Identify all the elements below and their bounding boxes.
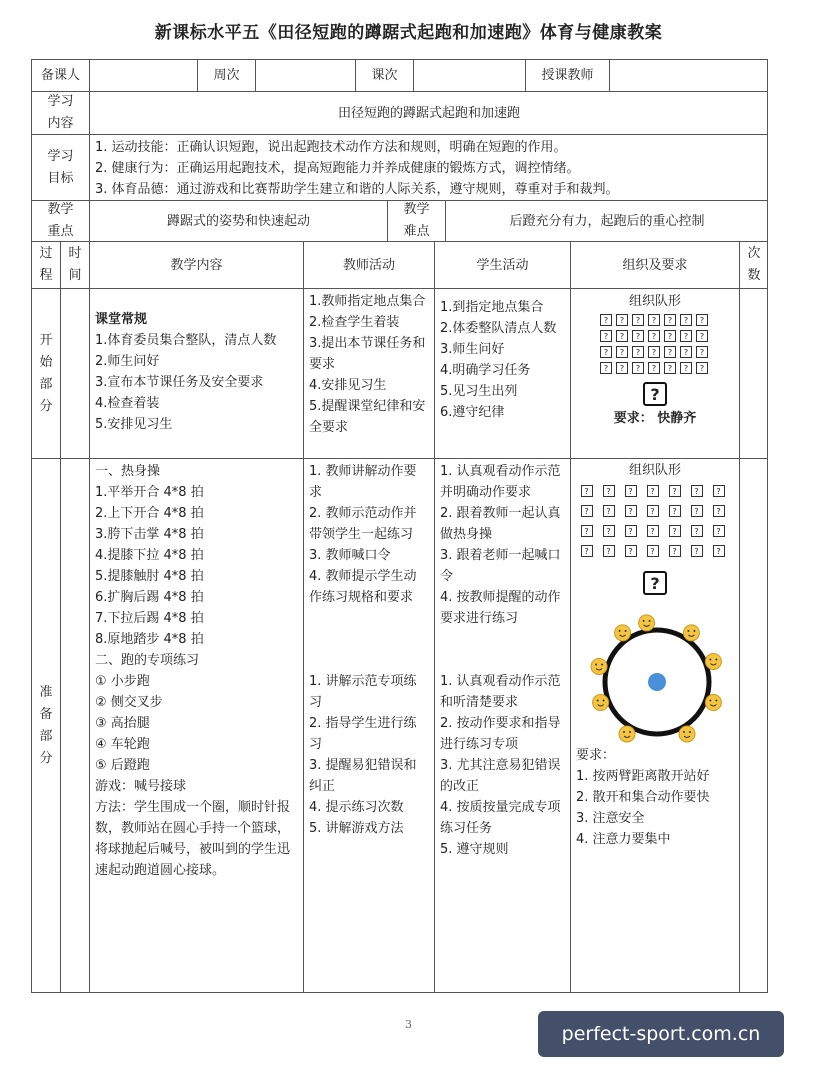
student-square-icon: ? [648, 330, 660, 342]
student-square-icon: ? [600, 330, 612, 342]
student-square-icon: ? [696, 346, 708, 358]
prep-student-item: 4. 按教师提醒的动作要求进行练习 [440, 590, 561, 626]
prep-content-item: 7.下拉后踢 4*8 拍 [95, 611, 204, 626]
student-square-icon: ? [696, 314, 708, 326]
prep-teacher-item: 4. 教师提示学生动作练习规格和要求 [309, 569, 417, 605]
student-square-icon: ? [664, 330, 676, 342]
start-teacher-item: 3.提出本节课任务和要求 [309, 336, 426, 372]
student-square-icon: ? [713, 545, 725, 557]
start-label-char: 部 [39, 376, 53, 392]
prep-content-item: 1.平举开合 4*8 拍 [95, 485, 204, 500]
student-square-icon: ? [669, 525, 681, 537]
smiley-face-icon [683, 625, 699, 641]
goals-list [90, 135, 768, 201]
start-content-item: 5.安排见习生 [95, 417, 173, 432]
content-label [32, 92, 90, 135]
prep-org [571, 459, 740, 992]
prep-req-title: 要求： [576, 748, 616, 763]
col-count-bottom: 数 [747, 268, 761, 283]
prep-formation [571, 485, 739, 557]
prep-student-item: 3. 尤其注意易犯错误的改正 [440, 758, 561, 794]
smiley-face-icon [705, 653, 721, 669]
key-value: 蹲踞式的姿势和快速起动 [90, 201, 388, 242]
prep-req-item: 4. 注意力要集中 [576, 832, 671, 847]
prep-content-item: 5.提膝触肘 4*8 拍 [95, 569, 204, 584]
col-time [61, 242, 90, 289]
student-square-icon: ? [680, 330, 692, 342]
start-teacher-item: 1.教师指定地点集合 [309, 294, 426, 309]
student-square-icon: ? [669, 485, 681, 497]
col-time-bottom: 间 [68, 268, 82, 283]
student-square-icon: ? [632, 330, 644, 342]
student-square-icon: ? [632, 346, 644, 358]
prep-student [435, 459, 571, 992]
prep-label-char: 准 [39, 684, 53, 700]
difficulty-label-top: 教学 [403, 202, 430, 217]
prep-teacher-item: 5. 讲解游戏方法 [309, 821, 404, 836]
student-square-icon: ? [581, 525, 593, 537]
prep-teacher-item: 3. 提醒易犯错误和纠正 [309, 758, 417, 794]
prep-teacher-value [90, 60, 198, 92]
start-formation [571, 314, 739, 374]
prep-student-item: 2. 跟着教师一起认真做热身操 [440, 506, 561, 542]
start-student-item: 5.见习生出列 [440, 384, 518, 399]
smiley-face-icon [705, 695, 721, 711]
prep-teacher-item: 2. 教师示范动作并带领学生一起练习 [309, 506, 417, 542]
smiley-face-icon [591, 658, 607, 674]
start-content-item: 4.检查着装 [95, 396, 160, 411]
student-square-icon: ? [616, 362, 628, 374]
start-label-char: 始 [39, 354, 53, 370]
prep-label-char: 部 [39, 728, 53, 744]
student-square-icon: ? [625, 505, 637, 517]
circle-game-diagram [571, 597, 740, 747]
col-count-top: 次 [747, 246, 761, 261]
student-square-icon: ? [632, 314, 644, 326]
goals-label [32, 135, 90, 201]
prep-req-item: 2. 散开和集合动作要快 [576, 790, 710, 805]
prep-student-item: 5. 遵守规则 [440, 842, 509, 857]
prep-teacher [304, 459, 435, 992]
start-org-requirement: 要求： 快静齐 [613, 411, 697, 426]
key-label [32, 201, 90, 242]
prep-label-char: 备 [39, 706, 53, 722]
prep-label [32, 459, 61, 992]
student-square-icon: ? [581, 485, 593, 497]
goals-label-top: 学习 [47, 148, 74, 164]
prep-content-item: ② 侧交叉步 [95, 695, 163, 710]
prep-teacher-item: 4. 提示练习次数 [309, 800, 404, 815]
student-square-icon: ? [625, 485, 637, 497]
start-content-item: 3.宣布本节课任务及安全要求 [95, 375, 264, 390]
student-square-icon: ? [581, 545, 593, 557]
student-square-icon: ? [648, 362, 660, 374]
prep-student-item: 1. 认真观看动作示范和听清楚要求 [440, 674, 561, 710]
prep-time [61, 459, 90, 992]
col-count [740, 242, 768, 289]
start-student-item: 2.体委整队清点人数 [440, 321, 557, 336]
prep-content-item: 3.胯下击掌 4*8 拍 [95, 527, 204, 542]
student-square-icon: ? [696, 330, 708, 342]
smiley-face-icon [639, 615, 655, 631]
student-square-icon: ? [713, 505, 725, 517]
smiley-face-icon [619, 726, 635, 742]
student-square-icon: ? [600, 362, 612, 374]
start-content [90, 289, 304, 459]
student-square-icon: ? [648, 314, 660, 326]
prep-student-item: 3. 跟着老师一起喊口令 [440, 548, 561, 584]
student-square-icon: ? [713, 525, 725, 537]
prep-teacher-item: 1. 讲解示范专项练习 [309, 674, 417, 710]
col-content: 教学内容 [90, 242, 304, 289]
student-square-icon: ? [680, 346, 692, 358]
student-square-icon: ? [616, 346, 628, 358]
prep-content-item: ③ 高抬腿 [95, 716, 150, 731]
lesson-table [31, 59, 768, 993]
prep-content-item: 2.上下开合 4*8 拍 [95, 506, 204, 521]
start-content-item: 1.体育委员集合整队，清点人数 [95, 333, 277, 348]
page-title: 新课标水平五《田径短跑的蹲踞式起跑和加速跑》体育与健康教案 [154, 23, 663, 43]
student-square-icon: ? [625, 525, 637, 537]
prep-req-item: 3. 注意安全 [576, 811, 645, 826]
difficulty-label [388, 201, 446, 242]
student-square-icon: ? [691, 525, 703, 537]
goal-item: 1. 运动技能：正确认识短跑，说出起跑技术动作方法和规则，明确在短跑的作用。 [95, 140, 567, 155]
goals-label-bottom: 目标 [47, 170, 74, 186]
col-teacher: 教师活动 [304, 242, 435, 289]
prep-org-title: 组织队形 [628, 463, 681, 478]
start-student [435, 289, 571, 459]
lesson-label: 课次 [356, 60, 414, 92]
col-time-top: 时 [68, 246, 82, 261]
student-square-icon: ? [647, 485, 659, 497]
teacher-label: 授课教师 [526, 60, 610, 92]
start-content-title: 课堂常规 [95, 312, 148, 327]
student-square-icon: ? [648, 346, 660, 358]
col-process-bottom: 程 [39, 268, 53, 283]
week-label: 周次 [198, 60, 256, 92]
student-square-icon: ? [603, 525, 615, 537]
prep-teacher-item: 2. 指导学生进行练习 [309, 716, 417, 752]
prep-content-item: 二、跑的专项练习 [95, 653, 200, 668]
teacher-question-icon: ? [643, 571, 667, 595]
prep-requirements [571, 743, 739, 852]
student-square-icon: ? [647, 525, 659, 537]
prep-content-item: ④ 车轮跑 [95, 737, 150, 752]
spacer [440, 629, 565, 671]
goal-item: 2. 健康行为：正确运用起跑技术，提高短跑能力并养成健康的锻炼方式，调控情绪。 [95, 161, 580, 176]
start-teacher [304, 289, 435, 459]
prep-req-item: 1. 按两臂距离散开站好 [576, 769, 710, 784]
key-label-top: 教学 [47, 202, 74, 217]
student-square-icon: ? [669, 505, 681, 517]
circle-center-marker [648, 673, 666, 691]
start-teacher-item: 5.提醒课堂纪律和安全要求 [309, 399, 426, 435]
content-value: 田径短跑的蹲踞式起跑和加速跑 [90, 92, 768, 135]
teacher-value [610, 60, 768, 92]
start-content-item: 2.师生问好 [95, 354, 160, 369]
start-student-item: 3.师生问好 [440, 342, 505, 357]
student-square-icon: ? [664, 314, 676, 326]
student-square-icon: ? [616, 314, 628, 326]
student-square-icon: ? [603, 545, 615, 557]
prep-teacher-item: 1. 教师讲解动作要求 [309, 464, 417, 500]
page-number: 3 [405, 1018, 412, 1031]
content-label-bottom: 内容 [47, 116, 74, 131]
week-value [256, 60, 356, 92]
prep-content-item: 方法：学生围成一个圈，顺时针报数，教师站在圆心手持一个篮球，将球抛起后喊号，被叫到的学生迅速起动跑道圆心接球。 [95, 800, 291, 878]
start-label [32, 289, 61, 459]
student-square-icon: ? [664, 346, 676, 358]
student-square-icon: ? [603, 485, 615, 497]
watermark: perfect-sport.com.cn [538, 1011, 784, 1057]
start-org-title: 组织队形 [628, 294, 681, 309]
prep-content-item: 6.扩胸后踢 4*8 拍 [95, 590, 204, 605]
start-time [61, 289, 90, 459]
student-square-icon: ? [600, 314, 612, 326]
col-student: 学生活动 [435, 242, 571, 289]
smiley-face-icon [679, 726, 695, 742]
prep-content-item: ① 小步跑 [95, 674, 150, 689]
student-square-icon: ? [647, 505, 659, 517]
key-label-bottom: 重点 [47, 224, 74, 239]
smiley-face-icon [615, 625, 631, 641]
start-student-item: 1.到指定地点集合 [440, 300, 544, 315]
teacher-question-icon: ? [643, 382, 667, 406]
student-square-icon: ? [603, 505, 615, 517]
student-square-icon: ? [691, 545, 703, 557]
student-square-icon: ? [581, 505, 593, 517]
student-square-icon: ? [600, 346, 612, 358]
prep-content-item: 一、热身操 [95, 464, 161, 479]
prep-student-item: 1. 认真观看动作示范并明确动作要求 [440, 464, 561, 500]
prep-label-char: 分 [39, 750, 53, 766]
prep-content-item: 游戏：喊号接球 [95, 779, 187, 794]
prep-content-item: ⑤ 后蹬跑 [95, 758, 150, 773]
student-square-icon: ? [664, 362, 676, 374]
content-label-top: 学习 [47, 94, 74, 109]
student-square-icon: ? [691, 505, 703, 517]
student-square-icon: ? [669, 545, 681, 557]
start-count [740, 289, 768, 459]
student-square-icon: ? [616, 330, 628, 342]
start-label-char: 分 [39, 398, 53, 414]
prep-content [90, 459, 304, 992]
student-square-icon: ? [625, 545, 637, 557]
student-square-icon: ? [632, 362, 644, 374]
prep-teacher-label: 备课人 [32, 60, 90, 92]
smiley-face-icon [593, 695, 609, 711]
student-square-icon: ? [680, 362, 692, 374]
student-square-icon: ? [713, 485, 725, 497]
start-teacher-item: 2.检查学生着装 [309, 315, 400, 330]
prep-student-item: 2. 按动作要求和指导进行练习专项 [440, 716, 561, 752]
difficulty-label-bottom: 难点 [403, 224, 430, 239]
student-square-icon: ? [696, 362, 708, 374]
prep-content-item: 4.提膝下拉 4*8 拍 [95, 548, 204, 563]
start-org [571, 289, 740, 459]
col-process [32, 242, 61, 289]
spacer [309, 608, 429, 671]
col-org: 组织及要求 [571, 242, 740, 289]
prep-teacher-item: 3. 教师喊口令 [309, 548, 391, 563]
goal-item: 3. 体育品德：通过游戏和比赛帮助学生建立和谐的人际关系，遵守规则，尊重对手和裁判。 [95, 182, 619, 197]
student-square-icon: ? [647, 545, 659, 557]
start-teacher-item: 4.安排见习生 [309, 378, 387, 393]
prep-student-item: 4. 按质按量完成专项练习任务 [440, 800, 561, 836]
student-square-icon: ? [680, 314, 692, 326]
start-student-item: 4.明确学习任务 [440, 363, 531, 378]
start-label-char: 开 [39, 332, 53, 348]
lesson-value [414, 60, 526, 92]
col-process-top: 过 [39, 246, 53, 261]
difficulty-value: 后蹬充分有力，起跑后的重心控制 [446, 201, 768, 242]
prep-count [740, 459, 768, 992]
student-square-icon: ? [691, 485, 703, 497]
start-student-item: 6.遵守纪律 [440, 405, 505, 420]
prep-content-item: 8.原地踏步 4*8 拍 [95, 632, 204, 647]
